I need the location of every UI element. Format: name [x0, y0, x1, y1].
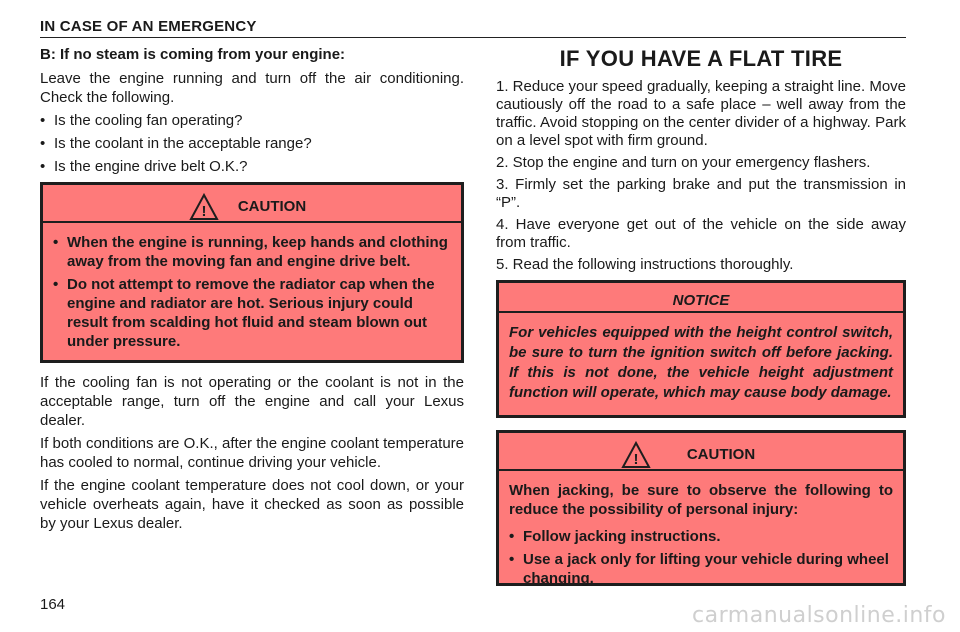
watermark: carmanualsonline.info: [692, 603, 946, 628]
caution-title: CAUTION: [237, 197, 307, 215]
intro-paragraph: Leave the engine running and turn off the air conditioning. Check the following.: [40, 70, 464, 106]
check-item: • Is the engine drive belt O.K.?: [40, 157, 464, 176]
warning-triangle-icon: [621, 441, 651, 469]
svg-text:!: !: [201, 203, 207, 220]
caution-box-engine: [40, 182, 464, 363]
caution-box-jacking: [496, 430, 906, 586]
step-item: 2. Stop the engine and turn on your emergency flashers.: [496, 154, 871, 171]
step-item: 3. Firmly set the parking brake and put the transmission in “P”.: [496, 176, 906, 211]
page-number: 164: [40, 596, 66, 613]
right-column: [496, 46, 906, 586]
caution-intro: When jacking, be sure to observe the following to reduce the possibility of personal injury:: [509, 482, 893, 518]
svg-text:!: !: [633, 451, 639, 468]
notice-title-row: [499, 289, 903, 313]
caution-item: • Use a jack only for lifting your vehicle during wheel changing.: [509, 550, 893, 588]
section-title: IF YOU HAVE A FLAT TIRE: [559, 46, 843, 71]
step-item: 5. Read the following instructions thoroughly.: [496, 256, 794, 273]
warning-triangle-icon: [189, 193, 219, 221]
left-column: [40, 46, 464, 537]
subheading: B: If no steam is coming from your engine:: [40, 46, 346, 63]
caution-item: • Do not attempt to remove the radiator cap when the engine and radiator are hot. Serious injury could result from scalding hot fluid and steam blown out under pressure.: [53, 275, 451, 351]
caution-title: CAUTION: [686, 445, 756, 463]
check-item: • Is the cooling fan operating?: [40, 111, 464, 130]
step-item: 4. Have everyone get out of the vehicle on the side away from traffic.: [496, 216, 906, 251]
body-paragraph: If the cooling fan is not operating or the coolant is not in the acceptable range, turn off the engine and call your Lexus dealer.: [40, 374, 464, 429]
caution-title-row: [43, 191, 461, 223]
notice-box: [496, 280, 906, 418]
notice-title: NOTICE: [672, 291, 730, 309]
body-paragraph: If both conditions are O.K., after the engine coolant temperature has cooled to normal, continue driving your vehicle.: [40, 435, 464, 471]
notice-text: For vehicles equipped with the height control switch, be sure to turn the ignition switch off before jacking. If this is not done, the vehicle height adjustment function will operate, which may cause body damage.: [509, 324, 893, 401]
caution-item: • When the engine is running, keep hands and clothing away from the moving fan and engine drive belt.: [53, 233, 451, 271]
section-header: IN CASE OF AN EMERGENCY: [40, 18, 906, 38]
body-paragraph: If the engine coolant temperature does not cool down, or your vehicle overheats again, have it checked as soon as possible by your Lexus dealer.: [40, 477, 464, 532]
step-item: 1. Reduce your speed gradually, keeping a straight line. Move cautiously off the road to a safe place – well away from the traffic. Avoid stopping on the center divider of a highway. Park on a level spot with firm ground.: [496, 78, 906, 149]
check-item: • Is the coolant in the acceptable range?: [40, 134, 464, 153]
caution-title-row: [499, 439, 903, 471]
caution-item: • Follow jacking instructions.: [509, 527, 893, 546]
